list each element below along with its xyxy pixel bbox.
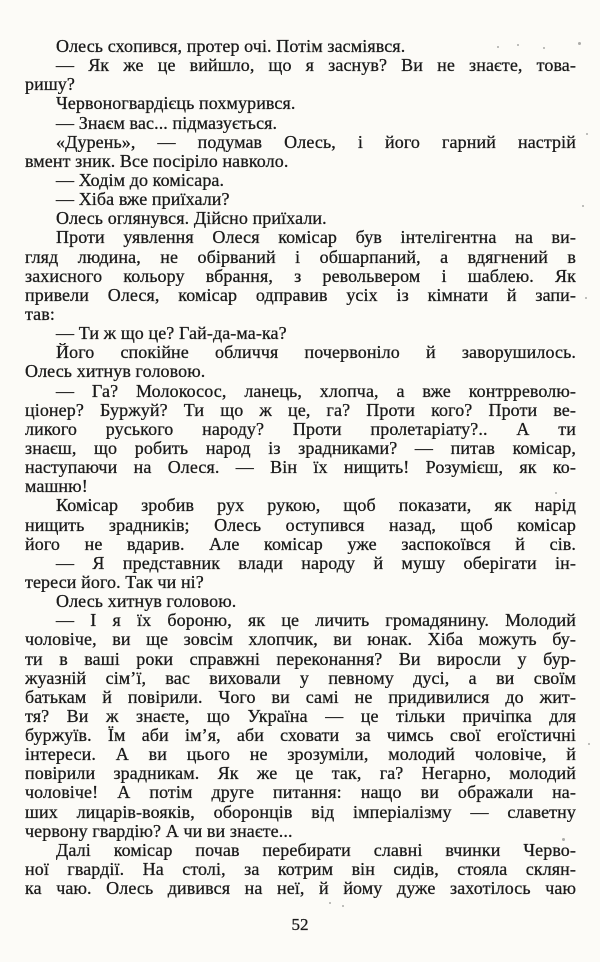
text-line: — Я представник влади народу й мушу оберігати ін- <box>56 553 576 573</box>
text-line: буржуїв. Їм аби ім’я, аби сховати за чимсь свої егоїстичні <box>25 726 576 746</box>
text-line: Олесь хитнув головою. <box>25 362 206 382</box>
text-line: ної гвардії. На столі, за котрим він сидів, стояла склян- <box>25 860 576 880</box>
scan-speck <box>582 205 584 207</box>
scan-speck <box>329 902 331 904</box>
text-line: ка чаю. Олесь дивився на неї, й йому дуже захотілось чаю <box>25 879 576 899</box>
text-line: тереси його. Так чи ні? <box>25 572 204 592</box>
scan-speck <box>342 905 344 907</box>
scan-speck <box>517 44 519 46</box>
scan-speck <box>578 42 581 45</box>
page-number: 52 <box>291 915 309 934</box>
text-line: нищить зрадників; Олесь оступився назад, щоб комісар <box>25 515 576 535</box>
text-line: його не вдарив. Але комісар уже заспокоївся й сів. <box>25 534 576 554</box>
text-line: батькам й повірили. Чого ви самі не придивилися до жит- <box>25 687 576 707</box>
text-line: ришу? <box>25 75 75 95</box>
text-line: ликого руського народу? Проти пролетаріату?.. А ти <box>25 419 576 439</box>
scan-speck <box>543 47 545 49</box>
text-line: ших лицарів-вояків, оборонців від імперіалізму — славетну <box>25 802 576 822</box>
text-line: чоловіче, ви ще зовсім хлопчик, ви юнак. Хіба можуть бу- <box>25 630 576 650</box>
page-text <box>25 37 576 898</box>
scan-speck <box>497 46 499 48</box>
text-line: гляд людина, не обірваний і обшарпаний, а вдягнений в <box>25 247 576 267</box>
text-line: Олесь схопився, протер очі. Потім засміявся. <box>56 37 406 56</box>
text-line: Його спокійне обличчя почервоніло й заворушилось. <box>56 343 576 363</box>
underline-mark: чіп <box>491 706 516 726</box>
scan-speck <box>555 492 557 494</box>
text-line: Проти уявлення Олеся комісар був інтелігентна на ви- <box>56 228 576 248</box>
text-line: вмент зник. Все посіріло навколо. <box>25 151 289 171</box>
text-line: «Дурень», — подумав Олесь, і його гарний настрій <box>56 132 576 152</box>
text-line: машню! <box>25 477 88 497</box>
text-line: знаєш, що робить народ із зрадниками? — питав комісар, <box>25 438 576 458</box>
text-line: — Га? Молокосос, ланець, хлопча, а вже контрреволю- <box>56 381 576 401</box>
text-line: Олесь оглянувся. Дійсно приїхали. <box>56 209 327 229</box>
text-line: інтереси. А ви цього не зрозуміли, молодий чоловіче, й <box>25 745 576 765</box>
text-line: ти в ваші роки справжні переконання? Ви виросли у бур- <box>25 649 576 669</box>
text-line: тя? Ви ж знаєте, що Україна — це тільки причіпка для <box>25 706 576 726</box>
text-line: наступаючи на Олеся. — Він їх нищить! Розумієш, як ко- <box>25 458 576 478</box>
text-line: Комісар зробив рух рукою, щоб показати, як нарід <box>56 496 576 516</box>
scan-speck <box>562 838 565 841</box>
text-line: чоловіче! А потім друге питання: нащо ви ображали на- <box>25 783 576 803</box>
text-line: захисного кольору вбрання, з револьвером і шаблею. Як <box>25 266 576 286</box>
text-line: — І я їх бороню, як це личить громадянину. Молодий <box>56 611 576 631</box>
text-line: — Як же це вийшло, що я заснув? Ви не знаєте, това- <box>56 56 576 76</box>
scan-speck <box>585 297 587 299</box>
text-line: повірили зрадникам. Як же це так, га? Негарно, молодий <box>25 764 576 784</box>
text-line: — Ходім до комісара. <box>56 170 225 190</box>
text-line: Далі комісар почав перебирати славні вчинки Черво- <box>56 840 576 860</box>
text-line: ціонер? Буржуй? Ти що ж це, га? Проти кого? Проти ве- <box>25 400 576 420</box>
text-line: Олесь хитнув головою. <box>56 592 237 612</box>
scan-speck <box>586 133 588 135</box>
text-line: — Ти ж що це? Гай-да-ма-ка? <box>56 324 287 344</box>
text-line: червону гвардію? А чи ви знаєте... <box>25 821 293 841</box>
text-line: тав: <box>25 304 55 324</box>
scan-speck <box>588 743 590 745</box>
text-line: Червоногвардієць похмурився. <box>56 94 296 114</box>
text-line: — Хіба вже приїхали? <box>56 190 230 210</box>
text-line: — Знаєм вас... підмазується. <box>56 113 278 133</box>
text-line: привели Олеся, комісар одправив усіх із кімнати й запи- <box>25 285 576 305</box>
text-line: жуазній сім’ї, вас виховали у певному дусі, а ви своїм <box>25 668 576 688</box>
